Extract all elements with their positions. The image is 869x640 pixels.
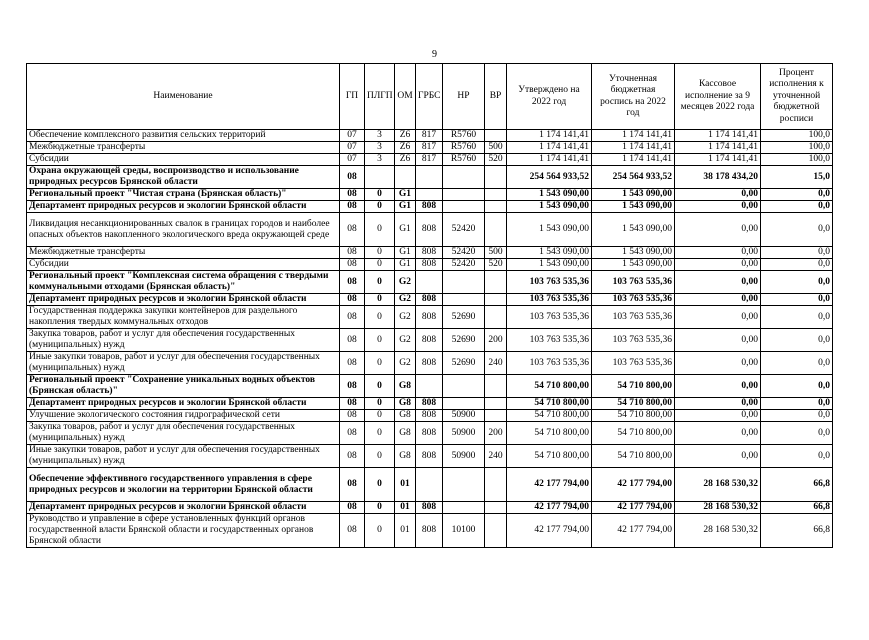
- cell-vr: 200: [485, 329, 507, 352]
- cell-vr: [485, 375, 507, 398]
- cell-om: G2: [395, 306, 416, 329]
- cell-name: Закупка товаров, работ и услуг для обеспечения государственных (муниципальных) нужд: [27, 329, 340, 352]
- cell-percent: 0,0: [761, 201, 833, 213]
- col-header-vr: ВР: [485, 64, 507, 130]
- cell-approved: 1 543 090,00: [507, 247, 592, 259]
- cell-percent: 0,0: [761, 294, 833, 306]
- cell-cash: 1 174 141,41: [675, 142, 761, 154]
- cell-grbs: 808: [416, 445, 443, 468]
- cell-grbs: 817: [416, 154, 443, 166]
- cell-cash: 0,00: [675, 352, 761, 375]
- cell-om: G8: [395, 410, 416, 422]
- cell-grbs: 808: [416, 329, 443, 352]
- cell-om: G8: [395, 422, 416, 445]
- cell-om: 01: [395, 468, 416, 502]
- cell-refined: 54 710 800,00: [592, 422, 675, 445]
- cell-refined: 1 543 090,00: [592, 213, 675, 247]
- cell-gp: 08: [340, 306, 365, 329]
- cell-name: Межбюджетные трансферты: [27, 142, 340, 154]
- cell-refined: 42 177 794,00: [592, 502, 675, 514]
- cell-grbs: [416, 166, 443, 189]
- cell-approved: 54 710 800,00: [507, 375, 592, 398]
- cell-plgp: 3: [365, 142, 395, 154]
- cell-vr: [485, 166, 507, 189]
- cell-gp: 08: [340, 189, 365, 201]
- cell-plgp: 0: [365, 306, 395, 329]
- cell-percent: 100,0: [761, 154, 833, 166]
- cell-om: G2: [395, 294, 416, 306]
- cell-om: Z6: [395, 130, 416, 142]
- cell-refined: 1 543 090,00: [592, 189, 675, 201]
- table-row: [27, 271, 833, 294]
- cell-approved: 42 177 794,00: [507, 468, 592, 502]
- table-row: [27, 213, 833, 247]
- table-row: [27, 306, 833, 329]
- cell-plgp: 0: [365, 422, 395, 445]
- cell-cash: 0,00: [675, 410, 761, 422]
- cell-plgp: 0: [365, 294, 395, 306]
- page-number: 9: [432, 49, 437, 60]
- cell-plgp: 0: [365, 189, 395, 201]
- table-row: [27, 422, 833, 445]
- table-row: [27, 247, 833, 259]
- cell-gp: 08: [340, 398, 365, 410]
- cell-percent: 100,0: [761, 142, 833, 154]
- cell-approved: 1 174 141,41: [507, 154, 592, 166]
- cell-gp: 08: [340, 166, 365, 189]
- cell-refined: 103 763 535,36: [592, 306, 675, 329]
- cell-nr: 52420: [443, 259, 485, 271]
- cell-refined: 42 177 794,00: [592, 468, 675, 502]
- cell-name: Департамент природных ресурсов и экологии Брянской области: [27, 201, 340, 213]
- cell-approved: 54 710 800,00: [507, 445, 592, 468]
- cell-vr: [485, 294, 507, 306]
- cell-percent: 0,0: [761, 189, 833, 201]
- cell-vr: [485, 502, 507, 514]
- cell-approved: 54 710 800,00: [507, 398, 592, 410]
- cell-name: Департамент природных ресурсов и экологии Брянской области: [27, 502, 340, 514]
- table-row: [27, 514, 833, 548]
- cell-name: Региональный проект "Чистая страна (Брянская область)": [27, 189, 340, 201]
- cell-nr: 50900: [443, 410, 485, 422]
- col-header-gp: ГП: [340, 64, 365, 130]
- cell-nr: 52420: [443, 247, 485, 259]
- table-row: [27, 259, 833, 271]
- table-row: [27, 130, 833, 142]
- cell-gp: 08: [340, 445, 365, 468]
- cell-name: Государственная поддержка закупки контейнеров для раздельного накопления твердых коммунальных отходов: [27, 306, 340, 329]
- cell-plgp: 0: [365, 271, 395, 294]
- cell-om: G8: [395, 445, 416, 468]
- cell-om: G2: [395, 271, 416, 294]
- cell-cash: 28 168 530,32: [675, 502, 761, 514]
- cell-grbs: 808: [416, 398, 443, 410]
- cell-plgp: 0: [365, 247, 395, 259]
- cell-grbs: 808: [416, 422, 443, 445]
- col-header-plgp: ПЛГП: [365, 64, 395, 130]
- cell-om: 01: [395, 502, 416, 514]
- cell-percent: 0,0: [761, 213, 833, 247]
- cell-gp: 07: [340, 142, 365, 154]
- cell-vr: 520: [485, 154, 507, 166]
- cell-grbs: 808: [416, 259, 443, 271]
- cell-percent: 0,0: [761, 422, 833, 445]
- cell-cash: 0,00: [675, 201, 761, 213]
- cell-nr: [443, 271, 485, 294]
- table-row: [27, 445, 833, 468]
- cell-grbs: [416, 271, 443, 294]
- cell-plgp: 0: [365, 213, 395, 247]
- cell-percent: 0,0: [761, 375, 833, 398]
- cell-plgp: 0: [365, 398, 395, 410]
- cell-vr: [485, 410, 507, 422]
- cell-refined: 54 710 800,00: [592, 410, 675, 422]
- cell-grbs: 808: [416, 514, 443, 548]
- cell-approved: 1 543 090,00: [507, 201, 592, 213]
- cell-nr: [443, 502, 485, 514]
- cell-plgp: 0: [365, 502, 395, 514]
- cell-om: [395, 166, 416, 189]
- cell-cash: 0,00: [675, 259, 761, 271]
- cell-percent: 100,0: [761, 130, 833, 142]
- cell-vr: 520: [485, 259, 507, 271]
- cell-refined: 54 710 800,00: [592, 398, 675, 410]
- cell-grbs: 817: [416, 142, 443, 154]
- cell-percent: 0,0: [761, 247, 833, 259]
- cell-name: Обеспечение комплексного развития сельских территорий: [27, 130, 340, 142]
- cell-gp: 08: [340, 352, 365, 375]
- cell-refined: 54 710 800,00: [592, 375, 675, 398]
- cell-gp: 07: [340, 130, 365, 142]
- cell-cash: 28 168 530,32: [675, 468, 761, 502]
- cell-refined: 42 177 794,00: [592, 514, 675, 548]
- cell-refined: 1 543 090,00: [592, 259, 675, 271]
- cell-grbs: [416, 375, 443, 398]
- cell-plgp: 0: [365, 410, 395, 422]
- cell-om: G1: [395, 189, 416, 201]
- cell-name: Департамент природных ресурсов и экологии Брянской области: [27, 398, 340, 410]
- cell-percent: 0,0: [761, 271, 833, 294]
- table-header-row: [27, 64, 833, 130]
- cell-name: Обеспечение эффективного государственного управления в сфере природных ресурсов и экологии на территории Брянской области: [27, 468, 340, 502]
- cell-approved: 103 763 535,36: [507, 271, 592, 294]
- cell-nr: 50900: [443, 422, 485, 445]
- cell-nr: [443, 294, 485, 306]
- cell-vr: 240: [485, 445, 507, 468]
- table-row: [27, 410, 833, 422]
- table-row: [27, 375, 833, 398]
- cell-nr: R5760: [443, 142, 485, 154]
- cell-percent: 66,8: [761, 502, 833, 514]
- cell-cash: 0,00: [675, 422, 761, 445]
- cell-approved: 1 543 090,00: [507, 189, 592, 201]
- cell-gp: 08: [340, 201, 365, 213]
- cell-vr: 200: [485, 422, 507, 445]
- cell-approved: 1 543 090,00: [507, 213, 592, 247]
- cell-refined: 103 763 535,36: [592, 352, 675, 375]
- col-header-approved: Утверждено на 2022 год: [507, 64, 592, 130]
- cell-om: G1: [395, 213, 416, 247]
- cell-vr: 500: [485, 247, 507, 259]
- cell-percent: 66,8: [761, 468, 833, 502]
- cell-nr: [443, 398, 485, 410]
- cell-refined: 103 763 535,36: [592, 329, 675, 352]
- budget-table: [26, 63, 833, 548]
- cell-vr: 240: [485, 352, 507, 375]
- cell-cash: 0,00: [675, 213, 761, 247]
- cell-cash: 0,00: [675, 398, 761, 410]
- cell-nr: 52420: [443, 213, 485, 247]
- table-row: [27, 142, 833, 154]
- col-header-nr: НР: [443, 64, 485, 130]
- cell-grbs: 808: [416, 352, 443, 375]
- cell-nr: R5760: [443, 154, 485, 166]
- cell-plgp: 0: [365, 514, 395, 548]
- cell-name: Охрана окружающей среды, воспроизводство и использование природных ресурсов Брянской области: [27, 166, 340, 189]
- table-row: [27, 468, 833, 502]
- cell-percent: 0,0: [761, 410, 833, 422]
- cell-approved: 103 763 535,36: [507, 306, 592, 329]
- cell-cash: 0,00: [675, 271, 761, 294]
- cell-gp: 08: [340, 422, 365, 445]
- cell-nr: [443, 201, 485, 213]
- cell-approved: 103 763 535,36: [507, 352, 592, 375]
- col-header-cash: Кассовое исполнение за 9 месяцев 2022 года: [675, 64, 761, 130]
- cell-approved: 103 763 535,36: [507, 329, 592, 352]
- col-header-percent: Процент исполнения к уточненной бюджетной росписи: [761, 64, 833, 130]
- cell-vr: [485, 468, 507, 502]
- cell-name: Улучшение экологического состояния гидрографической сети: [27, 410, 340, 422]
- cell-nr: [443, 468, 485, 502]
- cell-gp: 08: [340, 271, 365, 294]
- cell-gp: 08: [340, 468, 365, 502]
- col-header-om: ОМ: [395, 64, 416, 130]
- cell-nr: [443, 166, 485, 189]
- cell-om: G1: [395, 201, 416, 213]
- cell-percent: 0,0: [761, 398, 833, 410]
- cell-om: Z6: [395, 154, 416, 166]
- cell-approved: 1 543 090,00: [507, 259, 592, 271]
- cell-refined: 103 763 535,36: [592, 271, 675, 294]
- cell-approved: 42 177 794,00: [507, 502, 592, 514]
- cell-cash: 1 174 141,41: [675, 130, 761, 142]
- cell-grbs: 808: [416, 502, 443, 514]
- cell-cash: 0,00: [675, 294, 761, 306]
- cell-name: Иные закупки товаров, работ и услуг для обеспечения государственных (муниципальных) нужд: [27, 352, 340, 375]
- col-header-refined: Уточненная бюджетная роспись на 2022 год: [592, 64, 675, 130]
- cell-percent: 0,0: [761, 352, 833, 375]
- cell-gp: 08: [340, 247, 365, 259]
- cell-approved: 254 564 933,52: [507, 166, 592, 189]
- cell-approved: 42 177 794,00: [507, 514, 592, 548]
- cell-cash: 38 178 434,20: [675, 166, 761, 189]
- cell-approved: 54 710 800,00: [507, 422, 592, 445]
- cell-gp: 08: [340, 213, 365, 247]
- table-body: [27, 130, 833, 548]
- cell-name: Иные закупки товаров, работ и услуг для обеспечения государственных (муниципальных) нужд: [27, 445, 340, 468]
- cell-name: Руководство и управление в сфере установленных функций органов государственной власти Брянской области и государственных органов Брянской области: [27, 514, 340, 548]
- cell-gp: 08: [340, 294, 365, 306]
- cell-percent: 0,0: [761, 306, 833, 329]
- table-row: [27, 294, 833, 306]
- table-row: [27, 398, 833, 410]
- cell-refined: 1 543 090,00: [592, 201, 675, 213]
- cell-nr: 10100: [443, 514, 485, 548]
- cell-grbs: 808: [416, 294, 443, 306]
- cell-plgp: 0: [365, 201, 395, 213]
- cell-nr: 52690: [443, 329, 485, 352]
- cell-om: G1: [395, 247, 416, 259]
- cell-grbs: 808: [416, 410, 443, 422]
- cell-refined: 54 710 800,00: [592, 445, 675, 468]
- cell-refined: 1 174 141,41: [592, 142, 675, 154]
- cell-plgp: 3: [365, 130, 395, 142]
- cell-plgp: 0: [365, 352, 395, 375]
- cell-cash: 28 168 530,32: [675, 514, 761, 548]
- cell-name: Закупка товаров, работ и услуг для обеспечения государственных (муниципальных) нужд: [27, 422, 340, 445]
- cell-percent: 0,0: [761, 445, 833, 468]
- cell-name: Субсидии: [27, 259, 340, 271]
- cell-gp: 08: [340, 259, 365, 271]
- cell-vr: 500: [485, 142, 507, 154]
- cell-cash: 0,00: [675, 329, 761, 352]
- cell-grbs: [416, 189, 443, 201]
- cell-grbs: 808: [416, 247, 443, 259]
- table-row: [27, 166, 833, 189]
- cell-cash: 0,00: [675, 247, 761, 259]
- table-row: [27, 329, 833, 352]
- cell-cash: 0,00: [675, 375, 761, 398]
- cell-approved: 103 763 535,36: [507, 294, 592, 306]
- cell-gp: 08: [340, 375, 365, 398]
- cell-approved: 1 174 141,41: [507, 142, 592, 154]
- cell-refined: 1 174 141,41: [592, 154, 675, 166]
- cell-om: 01: [395, 514, 416, 548]
- cell-nr: 52690: [443, 306, 485, 329]
- cell-nr: [443, 189, 485, 201]
- cell-vr: [485, 130, 507, 142]
- cell-nr: 50900: [443, 445, 485, 468]
- cell-om: Z6: [395, 142, 416, 154]
- cell-refined: 254 564 933,52: [592, 166, 675, 189]
- table-row: [27, 352, 833, 375]
- cell-grbs: [416, 468, 443, 502]
- cell-nr: 52690: [443, 352, 485, 375]
- cell-vr: [485, 213, 507, 247]
- cell-refined: 1 543 090,00: [592, 247, 675, 259]
- cell-om: G8: [395, 375, 416, 398]
- cell-refined: 103 763 535,36: [592, 294, 675, 306]
- cell-om: G1: [395, 259, 416, 271]
- cell-gp: 08: [340, 502, 365, 514]
- cell-om: G2: [395, 352, 416, 375]
- cell-percent: 0,0: [761, 329, 833, 352]
- table-row: [27, 189, 833, 201]
- cell-approved: 1 174 141,41: [507, 130, 592, 142]
- cell-name: Ликвидация несанкционированных свалок в границах городов и наиболее опасных объектов накопленного экологического вреда окружающей среде: [27, 213, 340, 247]
- cell-vr: [485, 201, 507, 213]
- cell-vr: [485, 189, 507, 201]
- col-header-grbs: ГРБС: [416, 64, 443, 130]
- cell-percent: 66,8: [761, 514, 833, 548]
- cell-grbs: 817: [416, 130, 443, 142]
- table-row: [27, 154, 833, 166]
- cell-name: Субсидии: [27, 154, 340, 166]
- cell-name: Региональный проект "Комплексная система обращения с твердыми коммунальными отходами (Брянская область)": [27, 271, 340, 294]
- cell-gp: 08: [340, 329, 365, 352]
- cell-refined: 1 174 141,41: [592, 130, 675, 142]
- cell-vr: [485, 398, 507, 410]
- cell-plgp: 0: [365, 259, 395, 271]
- cell-gp: 07: [340, 154, 365, 166]
- cell-plgp: 0: [365, 329, 395, 352]
- cell-name: Департамент природных ресурсов и экологии Брянской области: [27, 294, 340, 306]
- cell-cash: 1 174 141,41: [675, 154, 761, 166]
- cell-percent: 15,0: [761, 166, 833, 189]
- cell-plgp: 0: [365, 468, 395, 502]
- cell-om: G8: [395, 398, 416, 410]
- cell-plgp: 0: [365, 375, 395, 398]
- cell-nr: R5760: [443, 130, 485, 142]
- cell-name: Региональный проект "Сохранение уникальных водных объектов (Брянская область)": [27, 375, 340, 398]
- cell-plgp: 0: [365, 445, 395, 468]
- cell-nr: [443, 375, 485, 398]
- cell-approved: 54 710 800,00: [507, 410, 592, 422]
- cell-vr: [485, 306, 507, 329]
- col-header-name: Наименование: [27, 64, 340, 130]
- cell-vr: [485, 514, 507, 548]
- cell-grbs: 808: [416, 201, 443, 213]
- table-row: [27, 201, 833, 213]
- cell-vr: [485, 271, 507, 294]
- cell-cash: 0,00: [675, 306, 761, 329]
- cell-grbs: 808: [416, 213, 443, 247]
- cell-cash: 0,00: [675, 189, 761, 201]
- cell-grbs: 808: [416, 306, 443, 329]
- cell-percent: 0,0: [761, 259, 833, 271]
- cell-name: Межбюджетные трансферты: [27, 247, 340, 259]
- cell-om: G2: [395, 329, 416, 352]
- cell-plgp: 3: [365, 154, 395, 166]
- cell-plgp: [365, 166, 395, 189]
- table-row: [27, 502, 833, 514]
- cell-cash: 0,00: [675, 445, 761, 468]
- cell-gp: 08: [340, 410, 365, 422]
- cell-gp: 08: [340, 514, 365, 548]
